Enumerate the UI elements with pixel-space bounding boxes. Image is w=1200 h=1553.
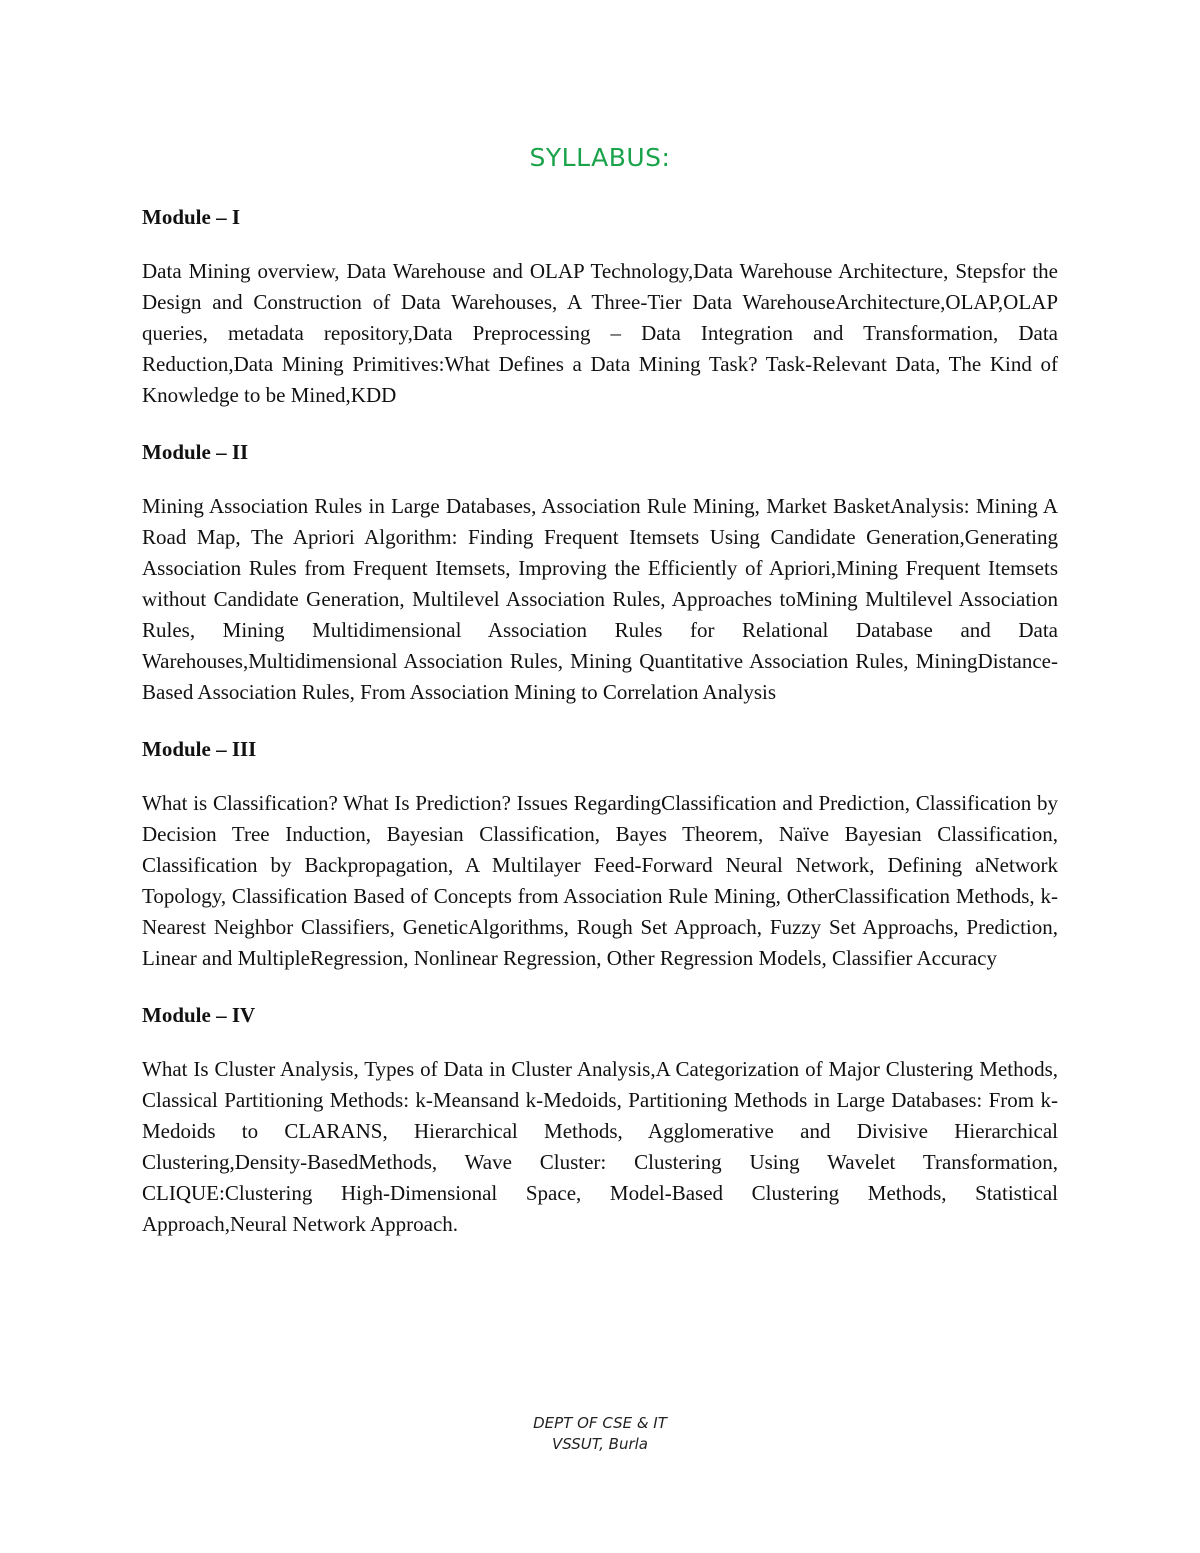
module-body: Mining Association Rules in Large Databases, Association Rule Mining, Market BasketAnalysis: Mining A Road Map, The Apriori Algorithm: Finding Frequent Itemsets Using Candidate Generation,Generating Association Rules from Frequent Itemsets, Improving the Efficiently of Apriori,Mining Frequent Itemsets without Candidate Generation, Multilevel Association Rules, Approaches toMining Multilevel Association Rules, Mining Multidimensional Association Rules for Relational Database and Data Warehouses,Multidimensional Association Rules, Mining Quantitative Association Rules, MiningDistance-Based Association Rules, From Association Mining to Correlation Analysis bbox=[142, 494, 1058, 704]
module-body: What Is Cluster Analysis, Types of Data in Cluster Analysis,A Categorization of Major Clustering Methods, Classical Partitioning Methods: k-Meansand k-Medoids, Partitioning Methods in Large Databases: From k-Medoids to CLARANS, Hierarchical Methods, Agglomerative and Divisive Hierarchical Clustering,Density-BasedMethods, Wave Cluster: Clustering Using Wavelet Transformation, CLIQUE:Clustering High-Dimensional Space, Model-Based Clustering Methods, Statistical Approach,Neural Network Approach. bbox=[142, 1057, 1058, 1236]
module-section-2 bbox=[142, 437, 1058, 708]
page-title: SYLLABUS: bbox=[529, 143, 671, 172]
footer-department: DEPT OF CSE & IT bbox=[533, 1414, 667, 1432]
module-section-1 bbox=[142, 202, 1058, 411]
syllabus-content bbox=[142, 202, 1058, 1266]
module-body: What is Classification? What Is Prediction? Issues RegardingClassification and Prediction, Classification by Decision Tree Induction, Bayesian Classification, Bayes Theorem, Naïve Bayesian Classification, Classification by Backpropagation, A Multilayer Feed-Forward Neural Network, Defining aNetwork Topology, Classification Based of Concepts from Association Rule Mining, OtherClassification Methods, k-Nearest Neighbor Classifiers, GeneticAlgorithms, Rough Set Approach, Fuzzy Set Approachs, Prediction, Linear and MultipleRegression, Nonlinear Regression, Other Regression Models, Classifier Accuracy bbox=[142, 791, 1058, 970]
footer-institution: VSSUT, Burla bbox=[552, 1435, 648, 1453]
module-heading: Module – I bbox=[142, 205, 241, 229]
page-footer bbox=[0, 1413, 1200, 1455]
module-body: Data Mining overview, Data Warehouse and OLAP Technology,Data Warehouse Architecture, Stepsfor the Design and Construction of Data Warehouses, A Three-Tier Data WarehouseArchitecture,OLAP,OLAP queries, metadata repository,Data Preprocessing – Data Integration and Transformation, Data Reduction,Data Mining Primitives:What Defines a Data Mining Task? Task-Relevant Data, The Kind of Knowledge to be Mined,KDD bbox=[142, 259, 1058, 407]
module-section-3 bbox=[142, 734, 1058, 974]
module-heading: Module – III bbox=[142, 737, 257, 761]
module-heading: Module – II bbox=[142, 440, 249, 464]
module-heading: Module – IV bbox=[142, 1003, 256, 1027]
module-section-4 bbox=[142, 1000, 1058, 1240]
